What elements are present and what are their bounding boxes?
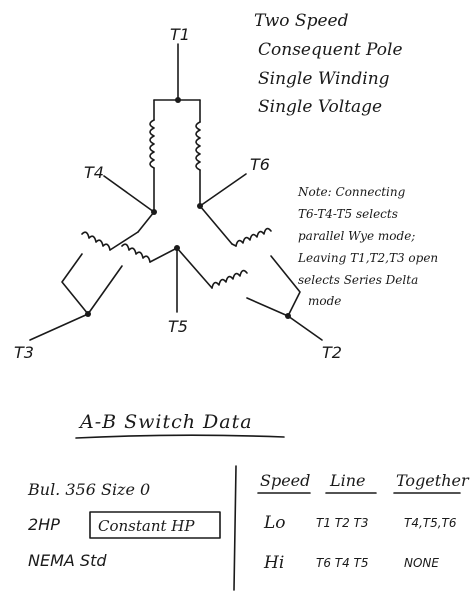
nema-standard: NEMA Std <box>28 551 107 570</box>
terminal-label-t3: T3 <box>14 343 34 362</box>
terminal-label-t4: T4 <box>84 163 104 182</box>
coil-right-lower <box>236 229 271 246</box>
note-line-6: mode <box>308 294 342 308</box>
table-divider <box>234 466 236 590</box>
t3-lead <box>30 314 88 340</box>
row-lo-line: T1 T2 T3 <box>316 516 369 530</box>
left-outer-to-corner <box>62 254 88 314</box>
coil-left-lower <box>82 232 110 250</box>
junction-center-right <box>197 203 203 209</box>
coil-right-top <box>196 122 200 170</box>
junction-t2 <box>285 313 291 319</box>
inner-left-branch <box>138 212 154 232</box>
title-line-2: Consequent Pole <box>258 40 403 60</box>
terminal-label-t5: T5 <box>168 317 188 336</box>
left-inner-wire <box>150 248 177 262</box>
title-line-3: Single Winding <box>258 69 390 89</box>
note-line-5: selects Series Delta <box>298 273 419 287</box>
row-hi-speed: Hi <box>264 553 285 573</box>
junction-t5 <box>174 245 180 251</box>
row-hi-together: NONE <box>404 556 439 570</box>
title-line-1: Two Speed <box>254 11 349 31</box>
terminal-label-t6: T6 <box>250 155 270 174</box>
note-line-1: Note: Connecting <box>298 185 406 199</box>
row-lo-speed: Lo <box>264 513 286 533</box>
row-lo-together: T4,T5,T6 <box>404 516 457 530</box>
inner-right-branch <box>200 206 232 244</box>
coil-left-inner <box>122 244 150 262</box>
coil-right-inner <box>212 271 247 288</box>
right-inner-to-t2-node <box>247 298 288 316</box>
t6-lead <box>200 174 246 206</box>
note-line-3: parallel Wye mode; <box>298 229 416 243</box>
switch-data-heading: A-B Switch Data <box>80 411 253 433</box>
junction-t1 <box>175 97 181 103</box>
junction-t3 <box>85 311 91 317</box>
note-line-4: Leaving T1,T2,T3 open <box>298 251 439 265</box>
switch-data-heading-underline <box>76 435 284 438</box>
switch-data-section <box>27 411 470 590</box>
terminal-label-t2: T2 <box>322 343 342 362</box>
left-outer-wire <box>110 232 138 250</box>
bulletin-text: Bul. 356 Size 0 <box>28 480 151 499</box>
row-hi-line: T6 T4 T5 <box>316 556 369 570</box>
t2-lead <box>288 316 322 340</box>
column-header-speed: Speed <box>260 471 311 490</box>
coil-left-top <box>150 120 154 168</box>
hp-rating: 2HP <box>28 515 60 534</box>
note-line-2: T6-T4-T5 selects <box>298 207 398 221</box>
column-header-line: Line <box>330 471 366 490</box>
terminal-label-t1: T1 <box>170 25 190 44</box>
column-header-together: Together <box>396 471 469 490</box>
title-line-4: Single Voltage <box>258 97 383 117</box>
left-inner-to-t3-node <box>88 266 122 314</box>
right-outer-to-corner <box>271 256 300 316</box>
right-inner-wire <box>177 248 212 288</box>
junction-center-left <box>151 209 157 215</box>
t4-lead <box>104 176 154 212</box>
hp-type: Constant HP <box>98 517 195 535</box>
connection-note <box>297 185 438 308</box>
title-note <box>254 11 403 117</box>
